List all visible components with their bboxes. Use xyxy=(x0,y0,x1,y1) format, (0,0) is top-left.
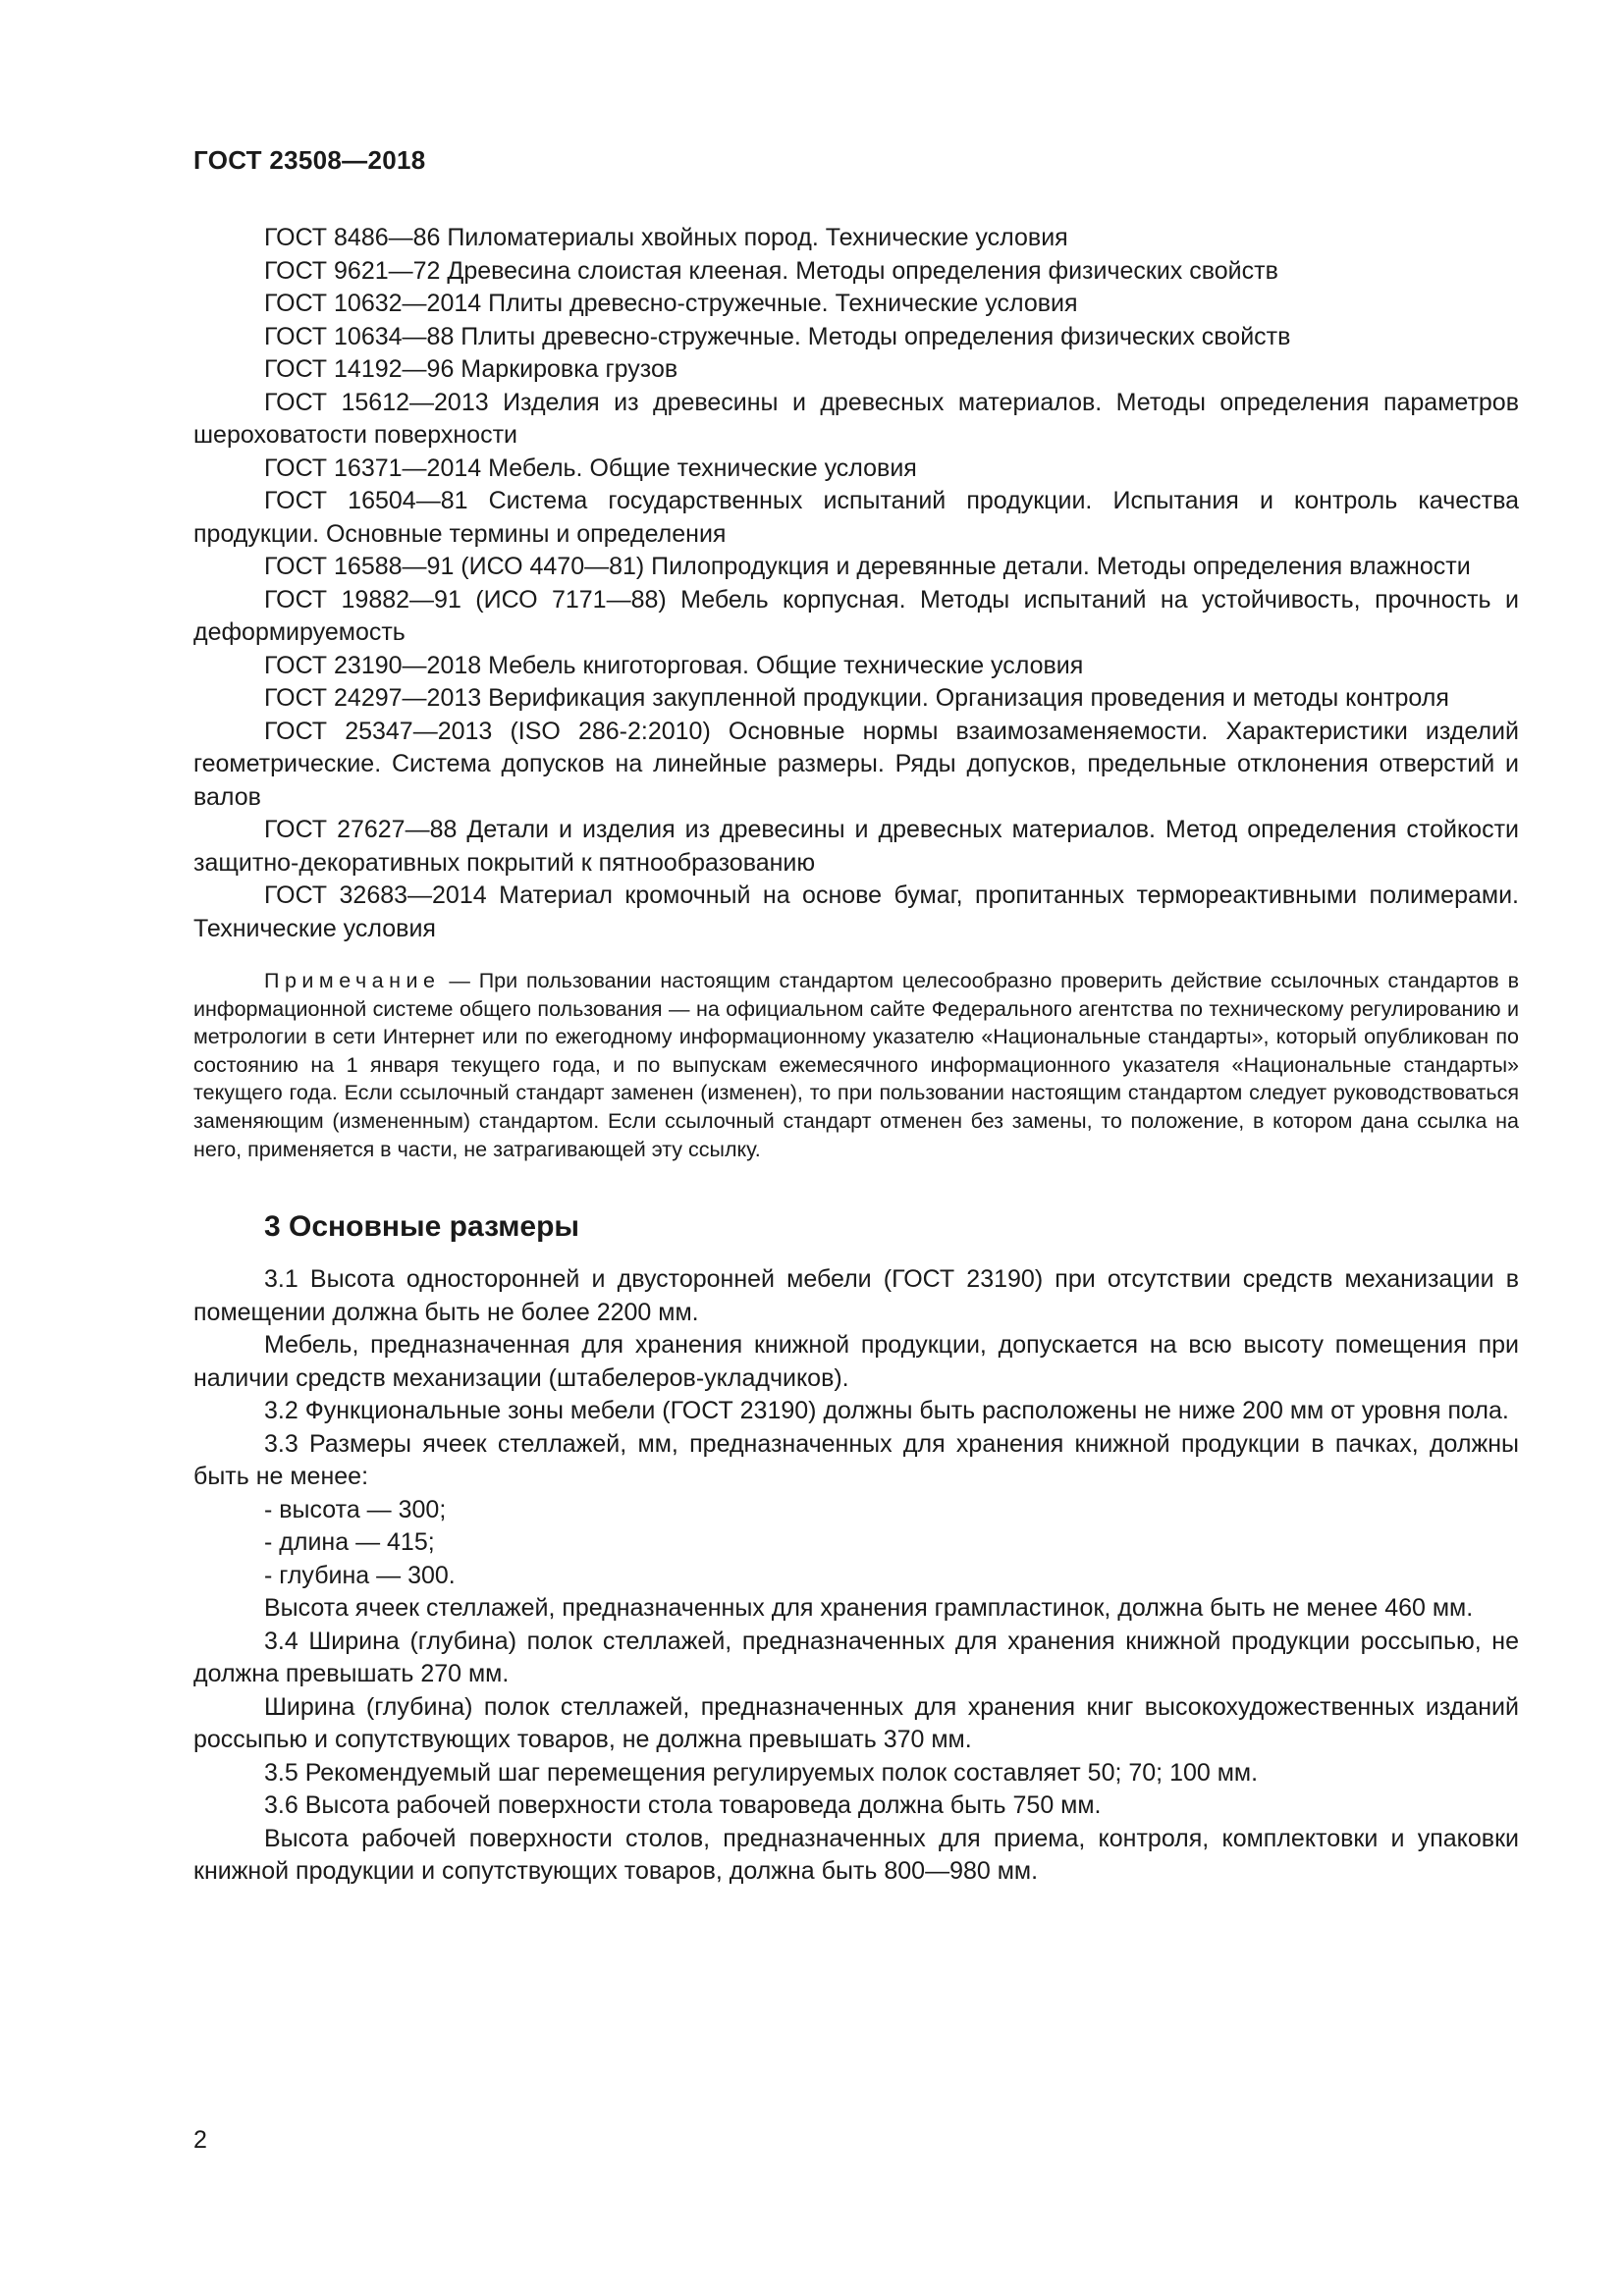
section-paragraph: 3.6 Высота рабочей поверхности стола товароведа должна быть 750 мм. xyxy=(264,1791,1102,1820)
section-title: 3 Основные размеры xyxy=(264,1210,580,1244)
reference-item: ГОСТ 24297—2013 Верификация закупленной продукции. Организация проведения и методы контроля xyxy=(264,684,1449,712)
reference-item: ГОСТ 10634—88 Плиты древесно-стружечные. Методы определения физических свойств xyxy=(264,322,1291,350)
reference-item: ГОСТ 27627—88 Детали и изделия из древесины и древесных материалов. Метод определения стойкости защитно-декоративных покрытий к пятнообразованию xyxy=(193,816,1519,877)
section-paragraph: Высота рабочей поверхности столов, предназначенных для приема, контроля, комплектовки и упаковки книжной продукции и сопутствующих товаров, должна быть 800—980 мм. xyxy=(193,1824,1519,1886)
normative-references xyxy=(193,222,1519,945)
page-content xyxy=(193,222,1519,1889)
reference-item: ГОСТ 23190—2018 Мебель книготорговая. Общие технические условия xyxy=(264,651,1084,679)
section-paragraph: 3.2 Функциональные зоны мебели (ГОСТ 23190) должны быть расположены не ниже 200 мм от уровня пола. xyxy=(264,1397,1509,1425)
reference-item: ГОСТ 16504—81 Система государственных испытаний продукции. Испытания и контроль качества продукции. Основные термины и определения xyxy=(193,487,1519,548)
section-paragraph: Мебель, предназначенная для хранения книжной продукции, допускается на всю высоту помещения при наличии средств механизации (штабелеров-укладчиков). xyxy=(193,1331,1519,1392)
note-label: Примечание xyxy=(264,969,441,992)
page-number: 2 xyxy=(193,2126,207,2154)
note-block xyxy=(193,967,1519,1163)
reference-item: ГОСТ 15612—2013 Изделия из древесины и древесных материалов. Методы определения параметров шероховатости поверхности xyxy=(193,388,1519,449)
reference-item: ГОСТ 32683—2014 Материал кромочный на основе бумаг, пропитанных термореактивными полимерами. Технические условия xyxy=(193,881,1519,942)
section-paragraph: 3.5 Рекомендуемый шаг перемещения регулируемых полок составляет 50; 70; 100 мм. xyxy=(264,1758,1259,1787)
note-text: — При пользовании настоящим стандартом целесообразно проверить действие ссылочных стандартов в информационной системе общего пользования — на официальном сайте Федерального агентства по техническому регулированию и метрологии в сети Интернет или по ежегодному информационному указателю «Национальные стандарты», который опубликован по состоянию на 1 января текущего года, и по выпускам ежемесячного информационного указателя «Национальные стандарты» текущего года. Если ссылочный стандарт заменен (изменен), то при пользовании настоящим стандартом следует руководствоваться заменяющим (измененным) стандартом. Если ссылочный стандарт отменен без замены, то положение, в котором дана ссылка на него, применяется в части, не затрагивающей эту ссылку. xyxy=(193,969,1519,1161)
reference-item: ГОСТ 10632—2014 Плиты древесно-стружечные. Технические условия xyxy=(264,290,1078,317)
reference-item: ГОСТ 25347—2013 (ISO 286-2:2010) Основные нормы взаимозаменяемости. Характеристики изделий геометрические. Система допусков на линейные размеры. Ряды допусков, предельные отклонения отверстий и валов xyxy=(193,717,1519,811)
section-paragraph: 3.3 Размеры ячеек стеллажей, мм, предназначенных для хранения книжной продукции в пачках, должны быть не менее: xyxy=(193,1429,1519,1491)
reference-item: ГОСТ 16588—91 (ИСО 4470—81) Пилопродукция и деревянные детали. Методы определения влажности xyxy=(264,553,1471,580)
reference-item: ГОСТ 19882—91 (ИСО 7171—88) Мебель корпусная. Методы испытаний на устойчивость, прочность и деформируемость xyxy=(193,585,1519,646)
reference-item: ГОСТ 9621—72 Древесина слоистая клееная. Методы определения физических свойств xyxy=(264,256,1278,285)
reference-item: ГОСТ 16371—2014 Мебель. Общие технические условия xyxy=(264,454,917,482)
section-paragraph: Высота ячеек стеллажей, предназначенных для хранения грампластинок, должна быть не менее 460 мм. xyxy=(264,1594,1474,1623)
section-paragraph: 3.4 Ширина (глубина) полок стеллажей, предназначенных для хранения книжной продукции россыпью, не должна превышать 270 мм. xyxy=(193,1627,1519,1688)
list-item: - глубина — 300. xyxy=(264,1561,456,1589)
reference-item: ГОСТ 8486—86 Пиломатериалы хвойных пород. Технические условия xyxy=(264,224,1068,251)
reference-item: ГОСТ 14192—96 Маркировка грузов xyxy=(264,355,678,383)
section-paragraph: 3.1 Высота односторонней и двусторонней мебели (ГОСТ 23190) при отсутствии средств механизации в помещении должна быть не более 2200 мм. xyxy=(193,1265,1519,1326)
section-paragraph: Ширина (глубина) полок стеллажей, предназначенных для хранения книг высокохудожественных изданий россыпью и сопутствующих товаров, не должна превышать 370 мм. xyxy=(193,1692,1519,1754)
document-header: ГОСТ 23508—2018 xyxy=(193,145,426,175)
list-item: - длина — 415; xyxy=(264,1528,435,1557)
list-item: - высота — 300; xyxy=(264,1495,447,1523)
